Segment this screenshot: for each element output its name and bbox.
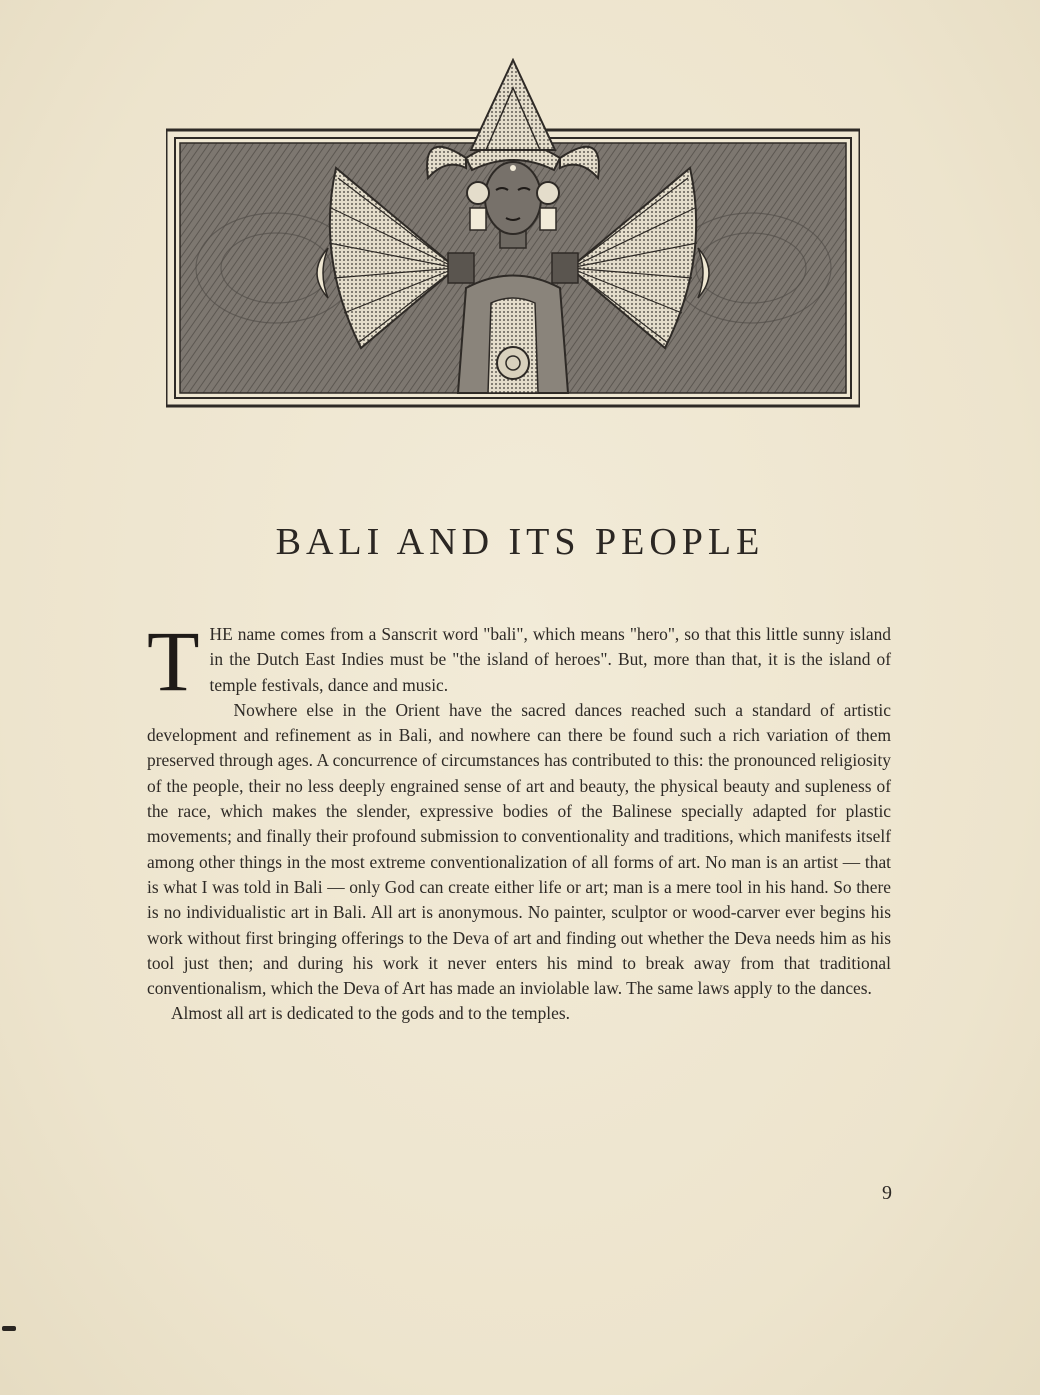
margin-mark <box>2 1326 16 1331</box>
paragraph-1-text: HE name comes from a Sanscrit word "bali", which means "hero", so that this little sunny island in the Dutch East Indies must be "the island of heroes". But, more than that, it is the island of temple festivals, dance and music. <box>209 624 891 695</box>
paragraph-3: Almost all art is dedicated to the gods and to the temples. <box>171 1003 570 1024</box>
paragraph-2: Nowhere else in the Orient have the sacred dances reached such a standard of artistic development and refinement as in Bali, and nowhere can there be found such a rich variation of them preserved through ages. A concurrence of circumstances has contributed to this: the pronounced religiosity of the people, their no less deeply engrained sense of art and beauty, the physical beauty and supleness of the race, which makes the slender, expressive bodies of the Balinese specially adapted for plastic movements; and finally their profound submission to conventionality and traditions, which manifests itself among other things in the most extreme conventionalization of all forms of art. No man is an artist — that is what I was told in Bali — only God can create either life or art; man is a mere tool in his hand. So there is no individualistic art in Bali. All art is anonymous. No painter, sculptor or wood-carver ever begins his work without first bringing offerings to the Deva of art and finding out whether the Deva needs him as his tool just then; and during his work it never enters his mind to break away from that traditional conventionalism, which the Deva of Art has made an inviolable law. The same laws apply to the dances. <box>147 699 891 999</box>
page-title: BALI AND ITS PEOPLE <box>275 521 765 563</box>
paragraph-1 <box>147 613 891 709</box>
drop-cap: T <box>147 613 200 709</box>
body-text <box>147 613 891 1027</box>
page-number: 9 <box>882 1182 892 1204</box>
header-illustration <box>166 58 860 408</box>
